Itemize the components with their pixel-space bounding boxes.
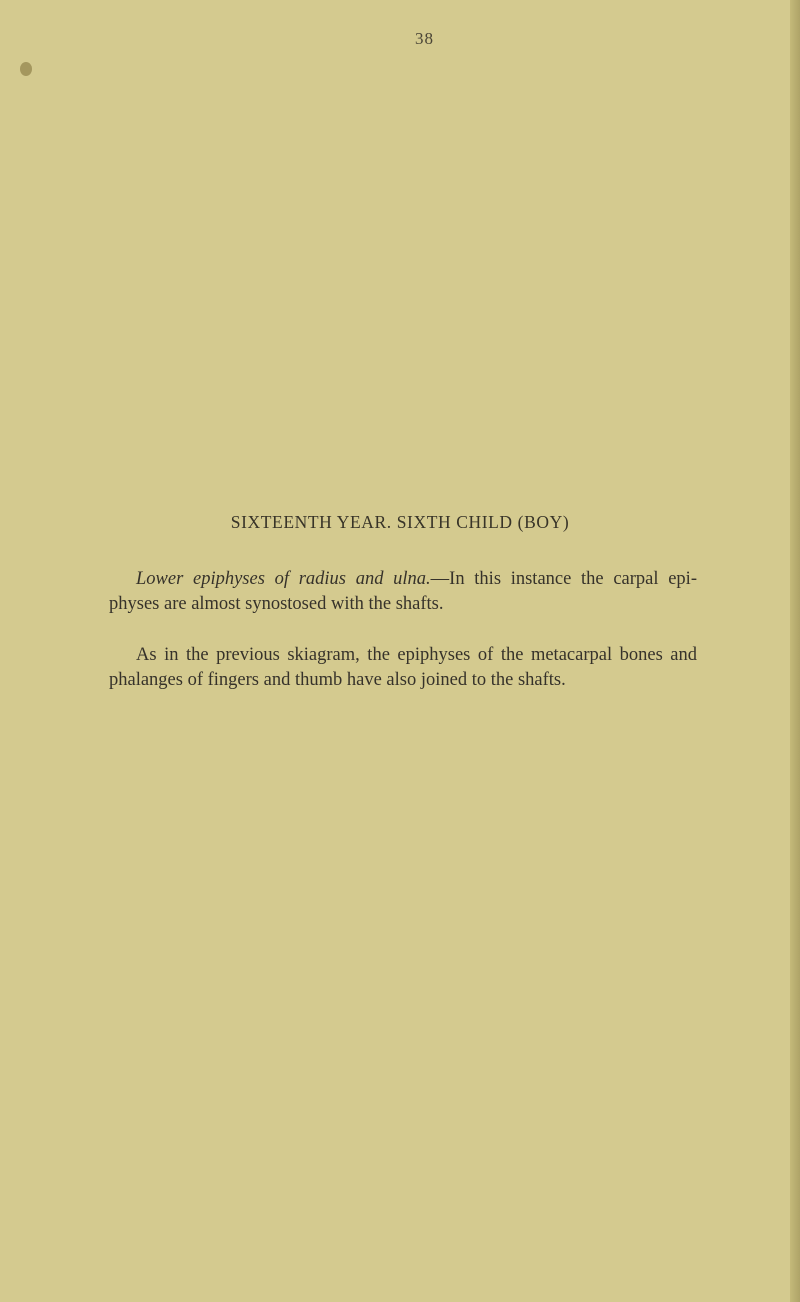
paragraph-1 — [109, 567, 697, 617]
paragraph-1-italic-lead: Lower epiphyses of radius and ulna. — [136, 569, 431, 589]
paragraph-2 — [109, 643, 697, 693]
page-number: 38 — [415, 29, 434, 48]
paragraph-1-text: —In this instance the carpal epi- physes are almost synostosed with the shafts. — [109, 569, 697, 614]
page-edge-shadow — [790, 0, 800, 1302]
section-title: SIXTEENTH YEAR. SIXTH CHILD (BOY) — [230, 512, 570, 532]
paper-stain — [20, 62, 32, 76]
paragraph-2-text: As in the previous skiagram, the epiphyses of the metacarpal bones and phalanges of fingers and thumb have also joined to the shafts. — [109, 645, 697, 690]
